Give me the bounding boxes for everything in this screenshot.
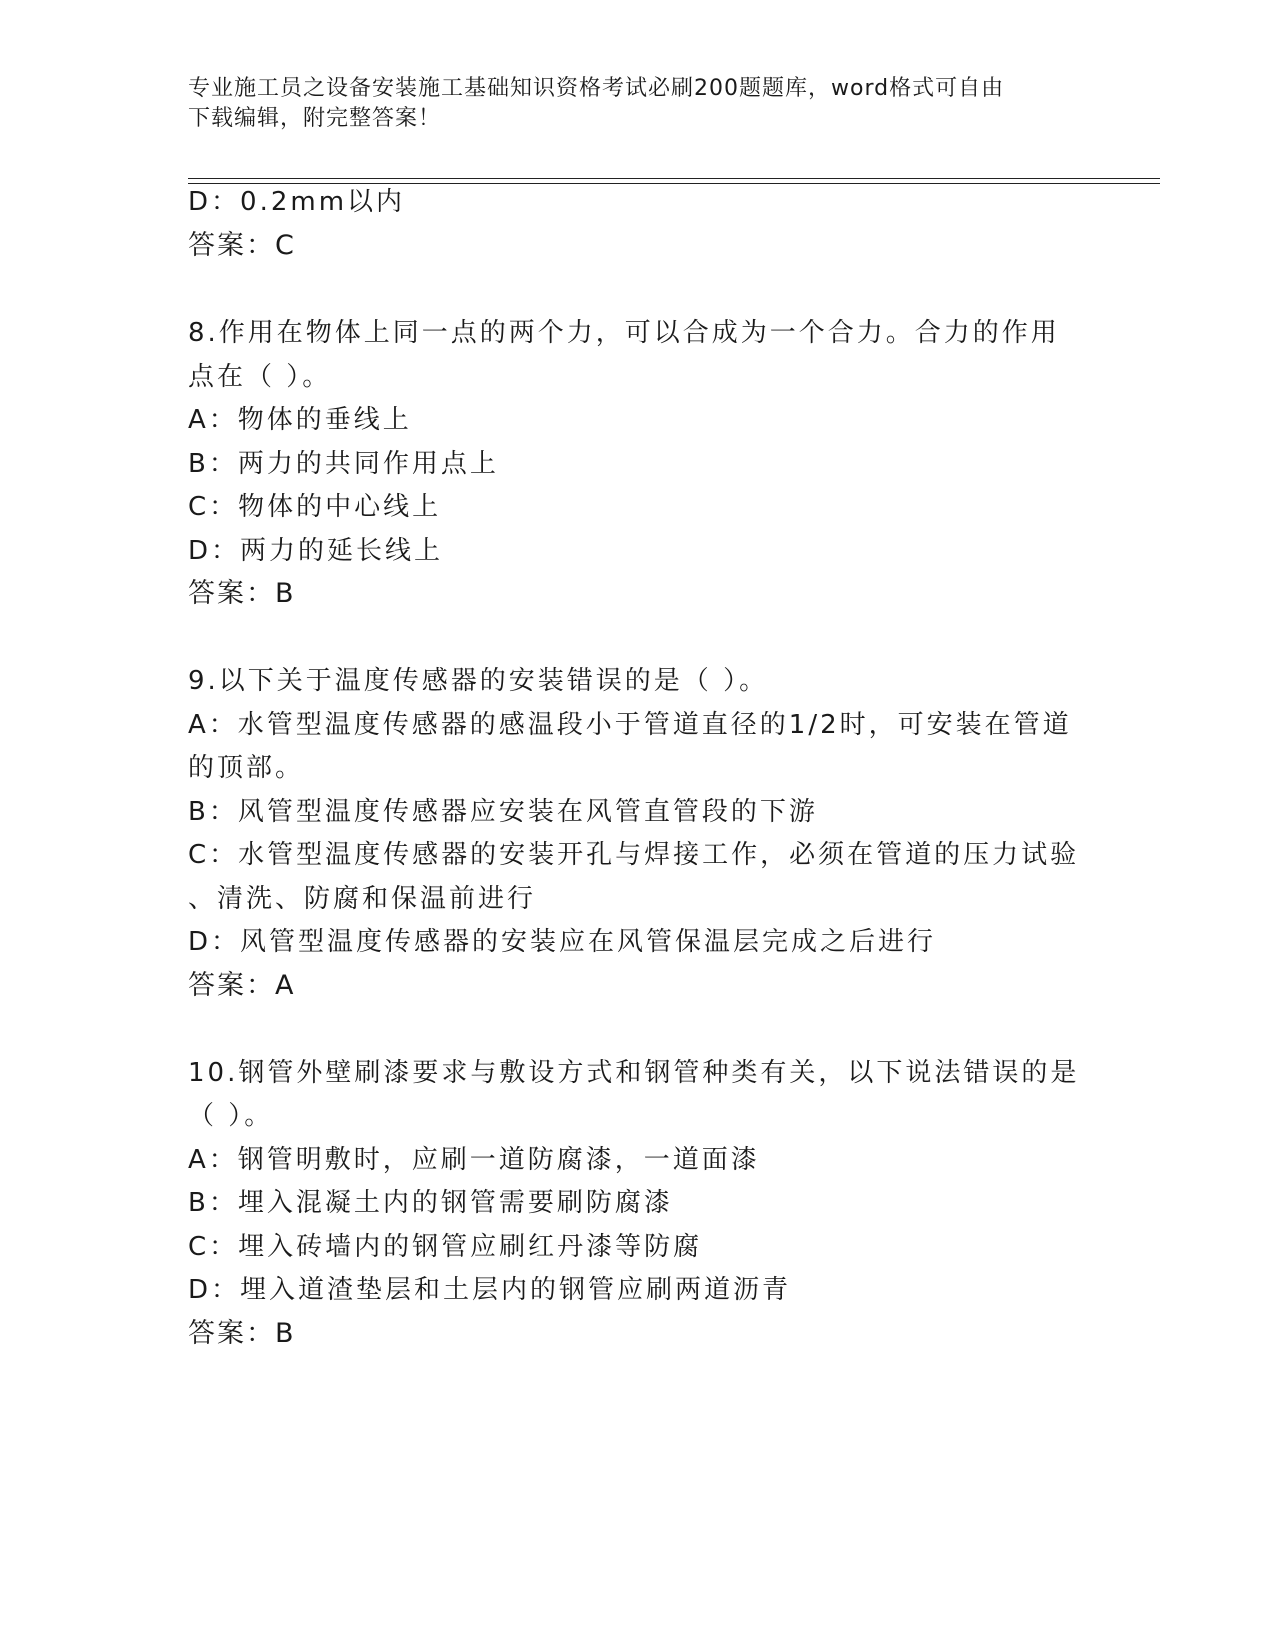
q10-option-c: C：埋入砖墙内的钢管应刷红丹漆等防腐 (188, 1232, 703, 1262)
q10-option-b: B：埋入混凝土内的钢管需要刷防腐漆 (188, 1188, 673, 1218)
q9-answer: 答案：A (188, 970, 296, 1001)
q10-option-a: A：钢管明敷时，应刷一道防腐漆，一道面漆 (188, 1145, 760, 1175)
q8-option-a: A：物体的垂线上 (188, 405, 412, 435)
prev-option-d: D：0.2mm以内 (188, 187, 406, 217)
q10-stem-line-2: （ ）。 (188, 1101, 274, 1131)
prev-answer: 答案：C (188, 230, 296, 261)
q9-option-c-line-1: C：水管型温度传感器的安装开孔与焊接工作，必须在管道的压力试验 (188, 840, 1080, 870)
q9-option-a-line-1: A：水管型温度传感器的感温段小于管道直径的1/2时，可安装在管道 (188, 710, 1072, 740)
q9-option-b: B：风管型温度传感器应安装在风管直管段的下游 (188, 797, 818, 827)
q9-stem: 9.以下关于温度传感器的安装错误的是（ ）。 (188, 666, 769, 696)
header-line-2: 下载编辑，附完整答案！ (188, 106, 442, 131)
page-header (188, 74, 1088, 134)
header-divider-bottom (188, 183, 1160, 184)
q8-option-d: D：两力的延长线上 (188, 536, 444, 566)
q8-option-c: C：物体的中心线上 (188, 492, 442, 522)
header-line-1: 专业施工员之设备安装施工基础知识资格考试必刷200题题库，word格式可自由 (188, 76, 1005, 101)
q10-answer: 答案：B (188, 1318, 296, 1349)
q9-option-c-line-2: 、清洗、防腐和保温前进行 (188, 884, 537, 914)
q8-answer: 答案：B (188, 578, 296, 609)
q8-stem-line-2: 点在（ ）。 (188, 362, 332, 392)
q9-option-a-line-2: 的顶部。 (188, 753, 305, 783)
q8-option-b: B：两力的共同作用点上 (188, 449, 499, 479)
q10-stem-line-1: 10.钢管外壁刷漆要求与敷设方式和钢管种类有关，以下说法错误的是 (188, 1058, 1080, 1088)
q9-option-d: D：风管型温度传感器的安装应在风管保温层完成之后进行 (188, 927, 937, 957)
q10-option-d: D：埋入道渣垫层和土层内的钢管应刷两道沥青 (188, 1275, 792, 1305)
q8-stem-line-1: 8.作用在物体上同一点的两个力，可以合成为一个合力。合力的作用 (188, 318, 1060, 348)
header-divider-top (188, 178, 1160, 179)
